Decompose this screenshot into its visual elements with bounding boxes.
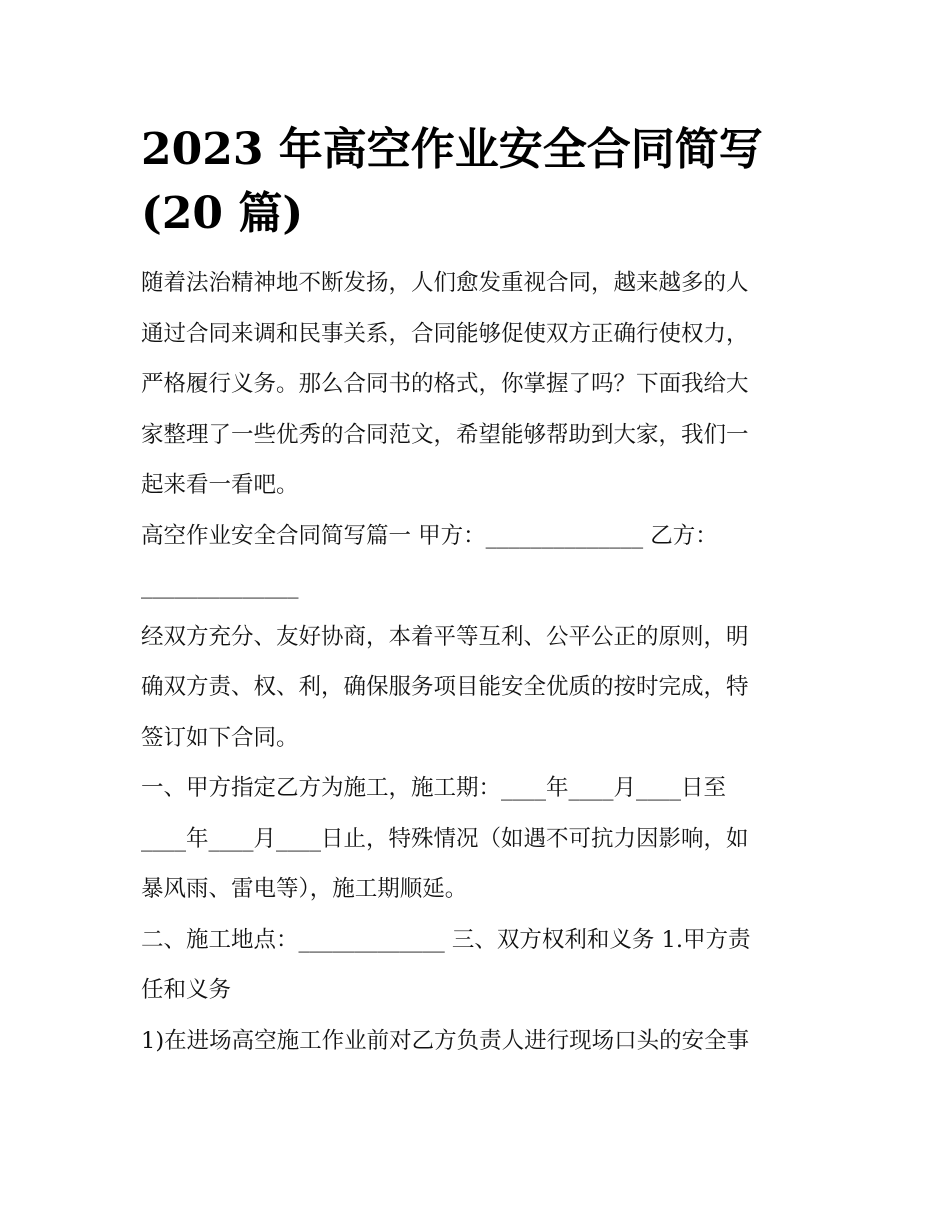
clause-3-paragraph [141,1016,811,1067]
intro-line-5: 起来看一看吧。 [141,472,299,498]
clause-3-line-1: 1)在进场高空施工作业前对乙方负责人进行现场口头的安全事 [141,1027,750,1054]
spacer [141,246,811,258]
parties-line-2: ______________ [141,573,299,599]
title-line-2: (20 篇) [141,188,304,239]
document-title [141,118,811,246]
intro-line-3: 严格履行义务。那么合同书的格式，你掌握了吗？下面我给大 [141,371,749,397]
clause-1-line-1: 一、甲方指定乙方为施工，施工期：____年____月____日至 [141,775,727,801]
clause-2-line-1: 二、施工地点：_____________ 三、双方权利和义务 1.甲方责 [141,926,751,953]
agreement-paragraph [141,612,811,764]
clause-1-line-3: 暴风雨、雷电等），施工期顺延。 [141,876,468,902]
document-body [141,118,811,1066]
intro-line-2: 通过合同来调和民事关系，合同能够促使双方正确行使权力， [141,320,749,347]
clause-1-line-2: ____年____月____日止，特殊情况（如遇不可抗力因影响，如 [141,825,749,852]
clause-2-paragraph [141,915,811,1016]
parties-line-1: 高空作业安全合同简写篇一 甲方：______________ 乙方： [141,522,718,549]
agreement-line-3: 签订如下合同。 [141,724,299,751]
clause-1-paragraph [141,763,811,915]
intro-line-4: 家整理了一些优秀的合同范文，希望能够帮助到大家，我们一 [141,421,749,448]
agreement-line-1: 经双方充分、友好协商，本着平等互利、公平公正的原则，明 [141,623,749,650]
title-line-1: 2023 年高空作业安全合同简写 [141,124,763,175]
intro-paragraph [141,258,811,511]
intro-line-1: 随着法治精神地不断发扬，人们愈发重视合同，越来越多的人 [141,270,749,296]
parties-paragraph [141,511,811,612]
agreement-line-2: 确双方责、权、利，确保服务项目能安全优质的按时完成，特 [141,674,749,700]
clause-2-line-2: 任和义务 [141,977,232,1003]
